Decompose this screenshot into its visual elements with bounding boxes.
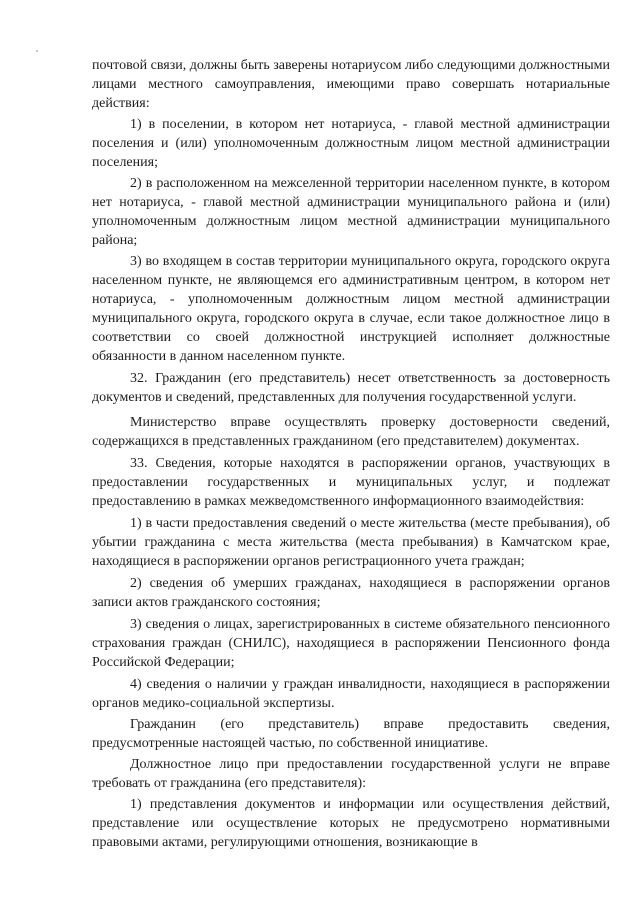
list-item-documents-requirement: 1) представления документов и информации или осуществления действий, представление или осуществление которых не предусмотрено нормативными правовыми актами, регулирующими отношения, возникающие в: [92, 797, 610, 850]
paragraph-citizen-right: Гражданин (его представитель) вправе предоставить сведения, предусмотренные настоящей частью, по собственной инициативе.: [92, 717, 610, 751]
list-item-disability-info: 4) сведения о наличии у граждан инвалидности, находящиеся в распоряжении органов медико-социальной экспертизы.: [92, 677, 610, 711]
scan-speck: [36, 50, 38, 52]
list-item-deceased-info: 2) сведения об умерших гражданах, находящиеся в распоряжении органов записи актов гражданского состояния;: [92, 576, 610, 610]
list-item-settlement: 1) в поселении, в котором нет нотариуса, - главой местной администрации поселения и (или) уполномоченным должностным лицом местной администрации поселения;: [92, 117, 610, 170]
list-item-residence-info: 1) в части предоставления сведений о месте жительства (месте пребывания), об убытии гражданина с места жительства (места пребывания) в Камчатском крае, находящиеся в распоряжении органов регистрационного учета граждан;: [92, 516, 610, 569]
document-page: [92, 56, 610, 854]
paragraph-clause-33: 33. Сведения, которые находятся в распоряжении органов, участвующих в предоставлении государственных и муниципальных услуг, и подлежат предоставлению в рамках межведомственного информационного взаимодействия:: [92, 456, 610, 509]
list-item-intersettlement-territory: 2) в расположенном на межселенной территории населенном пункте, в котором нет нотариуса, - главой местной администрации муниципального района и (или) уполномоченным должностным лицом местной администрации муниципального района;: [92, 176, 610, 248]
paragraph-official-restriction: Должностное лицо при предоставлении государственной услуги не вправе требовать от гражданина (его представителя):: [92, 757, 610, 791]
list-item-municipal-district: 3) во входящем в состав территории муниципального округа, городского округа населенном пункте, не являющемся его административным центром, в котором нет нотариуса, - уполномоченным должностным лицом местной администрации муниципального округа, городского округа в случае, если такое должностное лицо в соответствии со своей должностной инструкцией исполняет должностные обязанности в данном населенном пункте.: [92, 254, 610, 364]
paragraph-clause-32: 32. Гражданин (его представитель) несет ответственность за достоверность документов и сведений, представленных для получения государственной услуги.: [92, 371, 610, 405]
paragraph-ministry-verification: Министерство вправе осуществлять проверку достоверности сведений, содержащихся в представленных гражданином (его представителем) документах.: [92, 415, 610, 449]
paragraph-notary-certification: почтовой связи, должны быть заверены нотариусом либо следующими должностными лицами местного самоуправления, имеющими право совершать нотариальные действия:: [92, 58, 611, 111]
list-item-snils-info: 3) сведения о лицах, зарегистрированных в системе обязательного пенсионного страхования граждан (СНИЛС), находящиеся в распоряжении Пенсионного фонда Российской Федерации;: [92, 617, 610, 670]
